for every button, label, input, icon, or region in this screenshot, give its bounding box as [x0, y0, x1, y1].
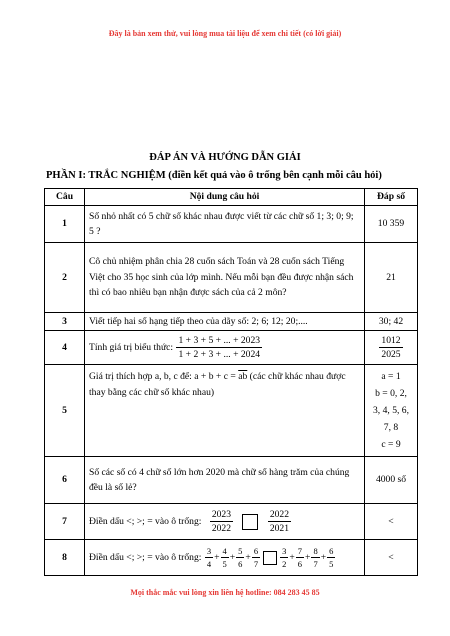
- fraction-denominator: 5: [222, 559, 227, 569]
- header-question-number: Câu: [45, 189, 85, 206]
- right-fraction: [280, 546, 288, 569]
- question-text: Viết tiếp hai số hạng tiếp theo của dãy số: 2; 6; 12; 20;....: [85, 313, 365, 331]
- answer-value: 10 359: [365, 206, 418, 243]
- table-row: [45, 313, 418, 331]
- plus-sign: +: [245, 551, 251, 563]
- header-question-content: Nội dung câu hỏi: [85, 189, 365, 206]
- fraction-numerator: 7: [297, 546, 303, 556]
- question-number: 3: [45, 313, 85, 331]
- left-fraction: [210, 509, 233, 534]
- left-fraction: [205, 546, 213, 569]
- right-fraction: [296, 546, 304, 569]
- answer-line: a = 1: [381, 371, 401, 382]
- question-note: (các chữ khác nhau được thay bằng các chữ số khác nhau): [89, 371, 346, 398]
- fraction-numerator: 2023: [211, 509, 232, 520]
- math-expression: a + b + c =: [194, 371, 239, 382]
- comparison-blank-box: [263, 551, 277, 565]
- header-answer: Đáp số: [365, 189, 418, 206]
- fraction-numerator: 2022: [269, 509, 290, 520]
- fraction-denominator: 2022: [211, 523, 232, 534]
- table-row: [45, 365, 418, 457]
- fraction-numerator: 1 + 3 + 5 + ... + 2023: [178, 335, 261, 346]
- fraction-denominator: 1 + 2 + 3 + ... + 2024: [178, 349, 261, 360]
- table-header-row: [45, 189, 418, 206]
- question-number: 6: [45, 457, 85, 504]
- answer-fraction: [379, 335, 402, 360]
- question-text: Số nhỏ nhất có 5 chữ số khác nhau được viết từ các chữ số 1; 3; 0; 9; 5 ?: [85, 206, 365, 243]
- answer-value: 4000 số: [365, 457, 418, 504]
- fraction-denominator: 2: [282, 559, 287, 569]
- fraction-denominator: 2021: [269, 523, 290, 534]
- fraction-numerator: 3: [206, 546, 212, 556]
- plus-sign: +: [289, 551, 295, 563]
- overline-number: $\overline{ab}$: [238, 371, 248, 382]
- right-fraction: [311, 546, 319, 569]
- answer-line: c = 9: [381, 439, 401, 450]
- question-number: 2: [45, 243, 85, 313]
- fraction-denominator: 6: [238, 559, 243, 569]
- expression-fraction: [176, 335, 262, 360]
- question-number: 4: [45, 331, 85, 365]
- fraction-numerator: 4: [222, 546, 227, 556]
- left-fraction: [221, 546, 229, 569]
- page-heading: ĐÁP ÁN VÀ HƯỚNG DẪN GIẢI: [149, 152, 301, 163]
- answer-value: 21: [365, 243, 418, 313]
- fraction-numerator: 5: [238, 546, 243, 556]
- table-row: [45, 540, 418, 576]
- fraction-numerator: 6: [329, 546, 334, 556]
- question-text: [85, 504, 365, 540]
- fraction-numerator: 6: [253, 546, 259, 556]
- fraction-numerator: 8: [313, 546, 318, 556]
- question-prompt: Điền dấu <; >; = vào ô trống:: [89, 551, 202, 563]
- preview-notice: Đây là bản xem thử, vui lòng mua tài liệu để xem chi tiết (có lời giải): [108, 29, 342, 38]
- fraction-denominator: 2025: [381, 349, 401, 360]
- answer-table: [44, 188, 418, 576]
- answer-line: 3, 4, 5, 6,: [373, 405, 409, 416]
- plus-sign: +: [305, 551, 311, 563]
- fraction-numerator: 1012: [381, 335, 401, 346]
- fraction-denominator: 4: [206, 559, 212, 569]
- left-fraction: [236, 546, 244, 569]
- answer-value: [365, 365, 418, 457]
- question-prompt: Giá trị thích hợp a, b, c để:: [89, 371, 192, 382]
- question-prompt: Tính giá trị biểu thức:: [89, 341, 174, 353]
- comparison-blank-box: [242, 514, 258, 530]
- plus-sign: +: [229, 551, 236, 563]
- fraction-denominator: 7: [253, 559, 259, 569]
- fraction-denominator: 6: [297, 559, 303, 569]
- question-text: Cô chủ nhiệm phân chia 28 cuốn sách Toán và 28 cuốn sách Tiếng Việt cho 35 học sinh của lớp mình. Nếu mỗi bạn đều được nhận sách thì có bao nhiêu bạn nhận được sách của cả 2 môn?: [85, 243, 365, 313]
- plus-sign: +: [214, 551, 220, 563]
- table-row: [45, 504, 418, 540]
- right-fraction: [268, 509, 291, 534]
- answer-value: <: [365, 540, 418, 576]
- table-row: [45, 331, 418, 365]
- fraction-denominator: 7: [313, 559, 318, 569]
- plus-sign: +: [320, 551, 327, 563]
- table-row: [45, 243, 418, 313]
- question-text: [85, 365, 365, 457]
- question-text: [85, 331, 365, 365]
- question-text: [85, 540, 365, 576]
- answer-line: 7, 8: [383, 422, 399, 433]
- table-row: [45, 457, 418, 504]
- question-number: 8: [45, 540, 85, 576]
- fraction-denominator: 5: [329, 559, 334, 569]
- section-title: PHẦN I: TRẮC NGHIỆM (điền kết quả vào ô trống bên cạnh mỗi câu hỏi): [46, 170, 382, 181]
- answer-value: [365, 331, 418, 365]
- question-number: 1: [45, 206, 85, 243]
- question-number: 7: [45, 504, 85, 540]
- question-prompt: Điền dấu <; >; = vào ô trống:: [89, 515, 202, 527]
- left-fraction: [252, 546, 260, 569]
- hotline-notice: Mọi thắc mắc vui lòng xin liên hệ hotline: 084 283 45 85: [130, 588, 320, 597]
- question-number: 5: [45, 365, 85, 457]
- fraction-numerator: 3: [282, 546, 287, 556]
- right-fraction: [327, 546, 335, 569]
- answer-value: <: [365, 504, 418, 540]
- table-row: [45, 206, 418, 243]
- answer-value: 30; 42: [365, 313, 418, 331]
- answer-line: b = 0, 2,: [375, 388, 407, 399]
- question-text: Số các số có 4 chữ số lớn hơn 2020 mà chữ số hàng trăm của chúng đều là số lẻ?: [85, 457, 365, 504]
